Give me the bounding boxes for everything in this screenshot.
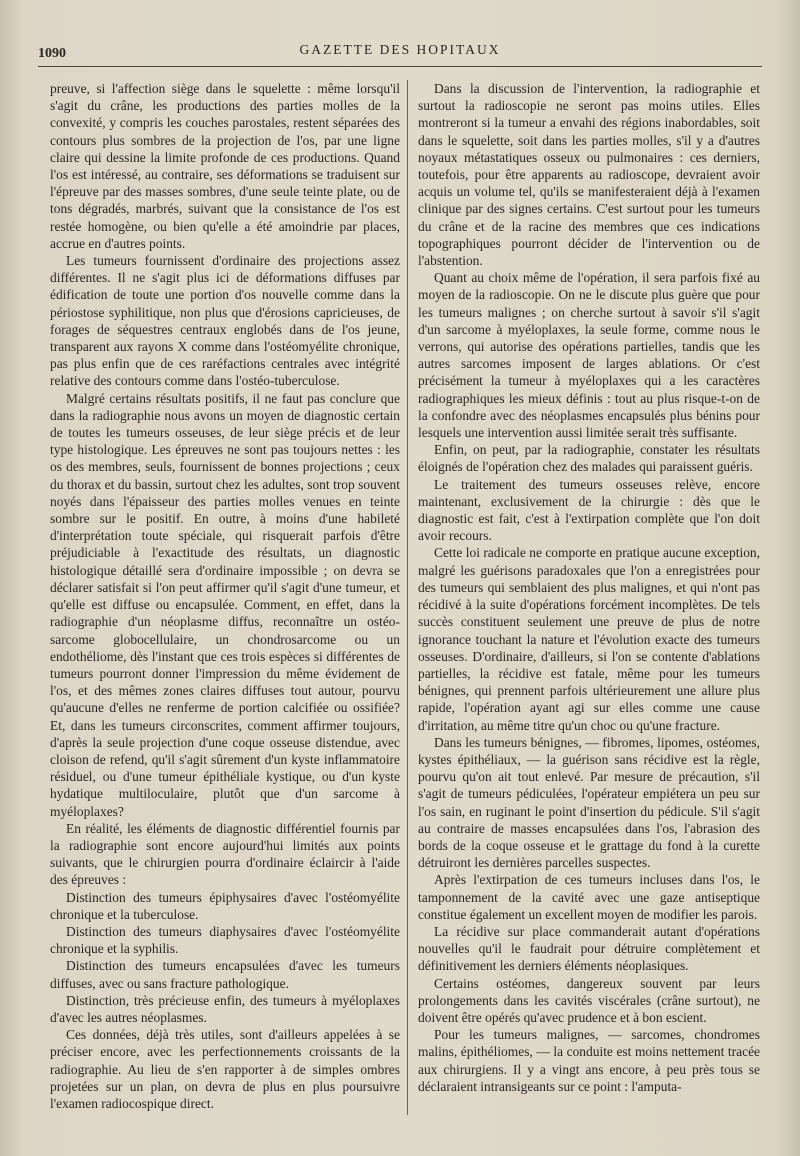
- paragraph: Malgré certains résultats positifs, il ne faut pas conclure que dans la radiographie nous avons un moyen de diagnostic certain de toutes les tumeurs osseuses, de leur siège précis et de leur type histologique. Les épreuves ne sont pas toujours nettes : les os des membres, seuls, fournissent de bonnes projections ; ceux du thorax et du bassin, surtout chez les adultes, sont trop souvent noyés dans l'épaisseur des parties molles venues en teinte sombre sur le positif. En outre, à moins d'une habileté d'interprétation toute spéciale, qui risquerait parfois d'être préjudiciable à l'exactitude des résultats, un diagnostic histologique détaillé sera d'ordinaire impossible ; on devra se déclarer satisfait si l'on peut affirmer qu'il s'agit d'une tumeur, et qu'elle est diffuse ou encapsulée. Comment, en effet, dans la radiographie d'un néoplasme diffus, reconnaître un ostéo-sarcome globocellulaire, un chondrosarcome ou un endothéliome, dès l'instant que ces trois espèces si différentes de tumeurs pourront donner l'impression du même évidement de l'os, et des mêmes zones claires diffuses tout autour, pourvu qu'aucune d'elles ne renferme de portion calcifiée ou ossifiée? Et, dans les tumeurs circonscrites, comment affirmer toujours, d'après la seule projection d'une coque osseuse distendue, avec cloison de refend, qu'il s'agit sûrement d'un kyste inflammatoire résiduel, ou d'une tumeur épithéliale kystique, ou d'un kyste hydatique multiloculaire, plutôt que d'un sarcome à myéloplaxes?: [50, 390, 400, 819]
- paragraph: Cette loi radicale ne comporte en pratique aucune exception, malgré les guérisons paradoxales que l'on a enregistrées pour des tumeurs qui semblaient des plus malignes, et qui n'ont pas récidivé à la suite d'opérations forcément incomplètes. De tels succès constituent seulement une preuve de plus de notre ignorance touchant la nature et l'évolution exacte des tumeurs osseuses. D'ordinaire, d'ailleurs, si l'on se contente d'ablations partielles, la récidive est fatale, même pour les tumeurs bénignes, qui prennent parfois ultérieurement une allure plus rapide, l'opération ayant agi sur elles comme une cause d'irritation, au même titre qu'un choc ou qu'une fracture.: [418, 545, 760, 733]
- paragraph: Enfin, on peut, par la radiographie, constater les résultats éloignés de l'opération chez des malades qui paraissent guéris.: [418, 442, 760, 475]
- page-header: [38, 40, 762, 67]
- paragraph: Certains ostéomes, dangereux souvent par leurs prolongements dans les cavités viscérales (crâne surtout), ne doivent être opérés qu'avec prudence et à bon escient.: [418, 975, 760, 1025]
- left-column: [50, 80, 400, 1130]
- paragraph: Ces données, déjà très utiles, sont d'ailleurs appelées à se préciser encore, avec les perfectionnements croissants de la radiographie. Au lieu de s'en rapporter à de simples ombres projetées sur un plan, on devra de plus en plus poursuivre l'examen radiocospique direct.: [50, 1027, 400, 1111]
- text-columns: [38, 80, 760, 1130]
- paragraph: Les tumeurs fournissent d'ordinaire des projections assez différentes. Il ne s'agit plus ici de déformations diffuses par édification de toute une portion d'os nouvelle comme dans la périostose syphilitique, non plus que d'érosions capricieuses, de forages de séquestres centraux englobés dans de l'os jeune, transparent aux rayons X comme dans l'ostéomyélite chronique, pas plus enfin que de ces raréfactions centrales avec intégrité relative des contours comme dans l'ostéo-tuberculose.: [50, 253, 400, 389]
- right-column: [418, 80, 760, 1130]
- paragraph: Distinction, très précieuse enfin, des tumeurs à myéloplaxes d'avec les autres néoplasmes.: [50, 992, 400, 1025]
- paragraph: Quant au choix même de l'opération, il sera parfois fixé au moyen de la radioscopie. On ne le discute plus guère que pour les tumeurs malignes ; on cherche surtout à savoir s'il s'agit d'un sarcome à myéloplaxes, la seule forme, comme nous le verrons, qui autorise des opérations partielles, tandis que les autres sarcomes imposent de larges ablations. Or c'est précisément la tumeur à myéloplaxes qui a les caractères radiographiques les mieux définis : tout au plus risque-t-on de la confondre avec des néoplasmes encapsulés plus bénins pour lesquels une intervention aussi limitée serait très suffisante.: [418, 270, 760, 441]
- paragraph: Pour les tumeurs malignes, — sarcomes, chondromes malins, épithéliomes, — la conduite est moins nettement tracée aux chirurgiens. Il y a vingt ans encore, à peu près tous se déclaraient intransigeants sur ce point : l'amputa-: [418, 1027, 760, 1094]
- paragraph: preuve, si l'affection siège dans le squelette : même lorsqu'il s'agit du crâne, les productions des parties molles de la convexité, y compris les couches parostales, restent séparées des contours plus sombres de la projection de l'os, par une ligne claire qui dessine la limite profonde de ces productions. Quand l'os est intéressé, au contraire, ses déformations se traduisent sur l'épreuve par des masses sombres, d'une seule teinte plate, ou de tons dégradés, marbrés, suivant que la consistance de l'os est restée homogène, ou bien qu'elle a été amoindrie par places, accrue en d'autres points.: [50, 81, 400, 251]
- paragraph: Le traitement des tumeurs osseuses relève, encore maintenant, exclusivement de la chirurgie : dès que le diagnostic est fait, c'est à l'extirpation complète que l'on doit avoir recours.: [418, 476, 760, 544]
- paragraph: Dans la discussion de l'intervention, la radiographie et surtout la radioscopie ne seront pas moins utiles. Elles montreront si la tumeur a envahi des régions inabordables, soit dans le squelette, soit dans les parties molles, s'il y a d'autres noyaux métastatiques osseux ou pulmonaires : ces derniers, toutefois, pour être apparents au radioscope, devraient avoir acquis un volume tel, qu'ils se manifesteraient déjà à l'examen clinique par des signes certains. C'est surtout pour les tumeurs du crâne et de la racine des membres que ces indications topographiques pourront décider de l'intervention ou de l'abstention.: [418, 81, 760, 269]
- paragraph: En réalité, les éléments de diagnostic différentiel fournis par la radiographie sont encore aujourd'hui limités aux points suivants, que le chirurgien pourra d'ordinaire éclaircir à l'aide des épreuves :: [50, 820, 400, 888]
- paragraph: Après l'extirpation de ces tumeurs incluses dans l'os, le tamponnement de la cavité avec une gaze antiseptique constitue également un excellent moyen de modifier les parois.: [418, 872, 760, 922]
- paragraph: La récidive sur place commanderait autant d'opérations nouvelles qu'il le faudrait pour détruire complètement et définitivement les derniers éléments néoplasiques.: [418, 923, 760, 974]
- paragraph: Distinction des tumeurs épiphysaires d'avec l'ostéomyélite chronique et la tuberculose.: [50, 889, 400, 922]
- paragraph: Distinction des tumeurs encapsulées d'avec les tumeurs diffuses, avec ou sans fracture pathologique.: [50, 958, 400, 991]
- journal-title: GAZETTE DES HOPITAUX: [299, 42, 501, 57]
- column-divider: [407, 80, 408, 1115]
- paragraph: Distinction des tumeurs diaphysaires d'avec l'ostéomyélite chronique et la syphilis.: [50, 923, 400, 957]
- page-number: 1090: [38, 46, 66, 61]
- paragraph: Dans les tumeurs bénignes, — fibromes, lipomes, ostéomes, kystes épithéliaux, — la guérison sans récidive est la règle, pourvu qu'on ait tout enlevé. Par mesure de précaution, s'il s'agit de tumeurs pédiculées, l'opérateur empiétera un peu sur l'os sain, en ruginant le point d'insertion du pédicule. S'il s'agit au contraire de masses encapsulées dans l'os, l'abrasion des bords de la coque osseuse et le grattage du fond à la curette détruiront les dernières parcelles suspectes.: [418, 734, 760, 871]
